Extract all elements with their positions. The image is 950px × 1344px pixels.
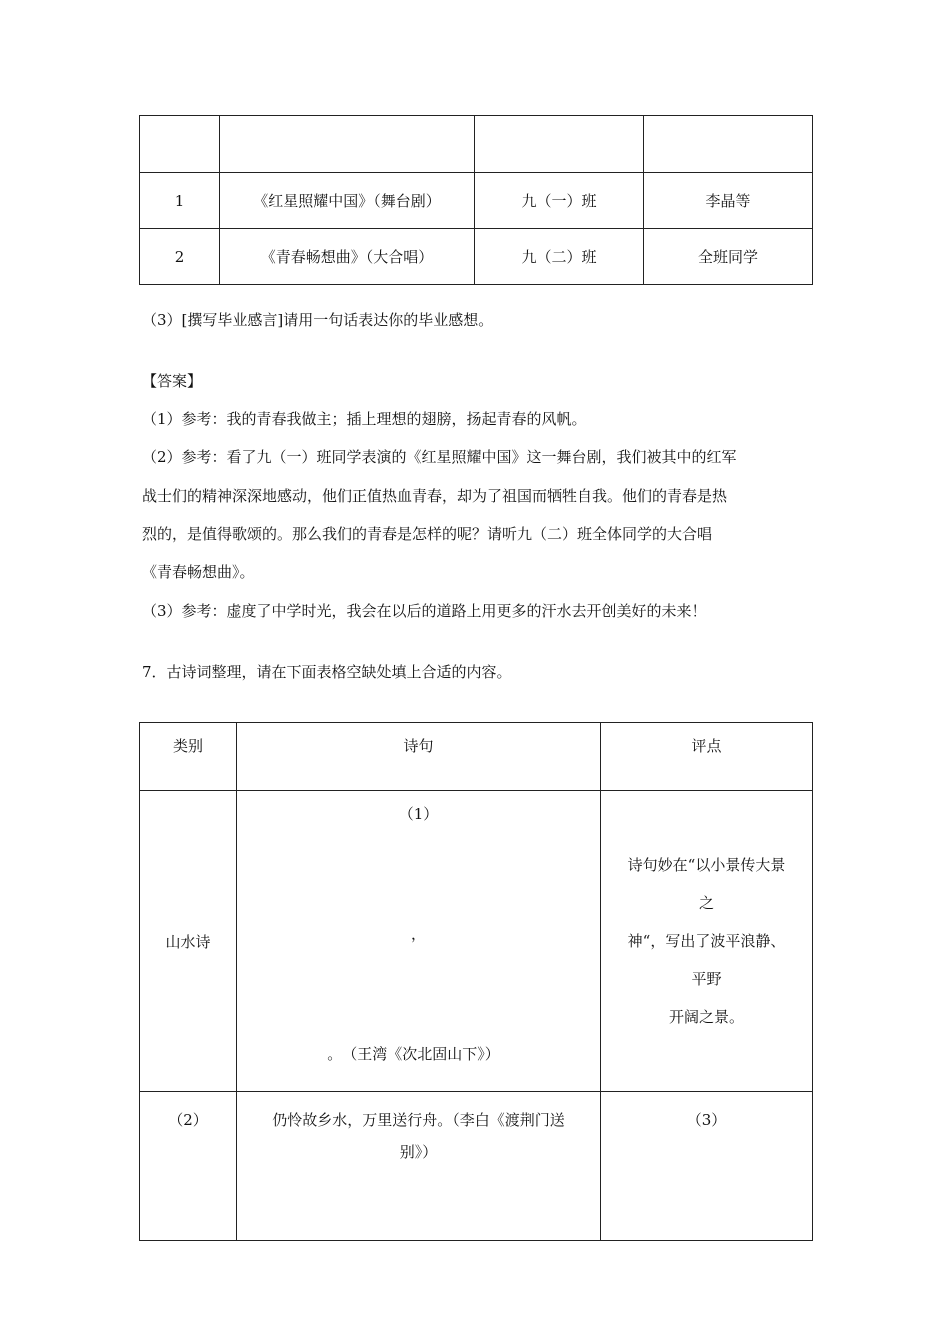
- header-comment: 评点: [601, 723, 813, 791]
- comment-line: 开阔之景。: [668, 1008, 744, 1026]
- table-cell: [220, 116, 475, 173]
- category-cell: 山水诗: [140, 791, 237, 1092]
- header-category: 类别: [140, 723, 237, 791]
- performer-name: 全班同学: [644, 229, 813, 285]
- answer-heading: 【答案】: [142, 372, 203, 390]
- table-cell: [644, 116, 813, 173]
- question-3-prompt: （3）[撰写毕业感言]请用一句话表达你的毕业感想。: [142, 311, 494, 329]
- verse-cell: [237, 1092, 601, 1241]
- table-cell: [475, 116, 644, 173]
- comment-cell: [601, 791, 813, 1092]
- verse-source: 。 （王湾《次北固山下》）: [327, 1045, 500, 1063]
- comment-line: 平野: [691, 970, 722, 988]
- table-row: [140, 791, 813, 1092]
- answer-line: 战士们的精神深深地感动，他们正值热血青春，却为了祖国而牺牲自我。他们的青春是热: [142, 487, 728, 505]
- table-row: [140, 229, 813, 285]
- answer-line: 烈的，是值得歌颂的。那么我们的青春是怎样的呢？请听九（二）班全体同学的大合唱: [142, 525, 713, 543]
- class-name: 九（二）班: [475, 229, 644, 285]
- verse-cell: [237, 791, 601, 1092]
- table-row: [140, 116, 813, 173]
- verse-blank-label: （1）: [398, 805, 439, 823]
- program-table: [139, 115, 813, 285]
- verse-line: 别》）: [399, 1143, 438, 1161]
- table-header-row: [140, 723, 813, 791]
- comment-line: 诗句妙在“以小景传大景: [627, 856, 786, 874]
- header-verse: 诗句: [237, 723, 601, 791]
- comment-line: 神“，写出了波平浪静、: [627, 932, 786, 950]
- program-name: 《红星照耀中国》（舞台剧）: [220, 173, 475, 229]
- answer-line: （2）参考：看了九（一）班同学表演的《红星照耀中国》这一舞台剧，我们被其中的红军: [142, 448, 737, 466]
- comment-cell: （3）: [601, 1092, 813, 1241]
- verse-line: 仍怜故乡水，万里送行舟。（李白《渡荆门送: [272, 1111, 565, 1129]
- answer-line: （1）参考：我的青春我做主；插上理想的翅膀，扬起青春的风帆。: [142, 410, 587, 428]
- verse-comma: ，: [410, 925, 426, 943]
- row-number: 1: [140, 173, 220, 229]
- table-row: [140, 1092, 813, 1241]
- category-cell: （2）: [140, 1092, 237, 1241]
- answer-line: （3）参考：虚度了中学时光，我会在以后的道路上用更多的汗水去开创美好的未来！: [142, 602, 707, 620]
- table-row: [140, 173, 813, 229]
- answer-line: 《青春畅想曲》。: [142, 563, 255, 581]
- class-name: 九（一）班: [475, 173, 644, 229]
- question-7-prompt: 7．古诗词整理，请在下面表格空缺处填上合适的内容。: [142, 663, 512, 681]
- row-number: 2: [140, 229, 220, 285]
- table-cell: [140, 116, 220, 173]
- performer-name: 李晶等: [644, 173, 813, 229]
- comment-line: 之: [698, 894, 714, 912]
- program-name: 《青春畅想曲》（大合唱）: [220, 229, 475, 285]
- poetry-table: [139, 722, 813, 1241]
